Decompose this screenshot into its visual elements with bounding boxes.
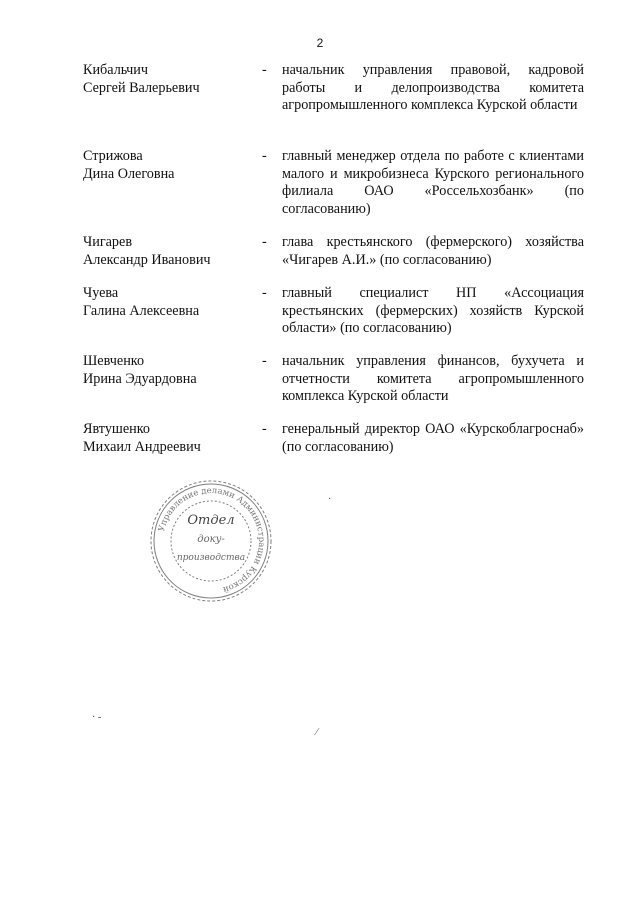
stamp-center-line-3: производства: [176, 553, 246, 563]
separator-dash: -: [262, 285, 267, 301]
member-role: главный специалист НП «Ассоциация крестьянских (фермерских) хозяйств Курской области» (по согласованию): [282, 285, 584, 336]
member-surname: Чигарев: [83, 234, 133, 250]
member-role: генеральный директор ОАО «Курскоблагроснаб» (по согласованию): [282, 421, 584, 455]
member-surname: Чуева: [83, 285, 119, 301]
member-name: [83, 148, 253, 183]
member-given-names: Сергей Валерьевич: [83, 79, 200, 96]
member-surname: Стрижова: [83, 148, 143, 164]
page-number: 2: [316, 36, 324, 50]
member-name: [83, 285, 253, 320]
member-role: глава крестьянского (фермерского) хозяйства «Чигарев А.И.» (по согласованию): [282, 234, 584, 268]
member-role: начальник управления финансов, бухучета и отчетности комитета агропромышленного комплекса Курской области: [282, 353, 584, 404]
member-name: [83, 62, 253, 97]
member-given-names: Дина Олеговна: [83, 165, 175, 182]
scan-speck: · -: [92, 712, 102, 723]
scan-speck: ⁄: [316, 727, 318, 738]
stamp-center-line-2: доку-: [197, 534, 225, 545]
member-name: [83, 421, 253, 456]
member-given-names: Александр Иванович: [83, 251, 211, 268]
member-surname: Кибальчич: [83, 62, 149, 78]
member-role: начальник управления правовой, кадровой работы и делопроизводства комитета агропромышленного комплекса Курской области: [282, 62, 584, 113]
member-given-names: Ирина Эдуардовна: [83, 370, 197, 387]
separator-dash: -: [262, 62, 267, 78]
office-stamp: [146, 476, 276, 606]
member-surname: Явтушенко: [83, 421, 150, 437]
member-given-names: Михаил Андреевич: [83, 438, 201, 455]
separator-dash: -: [262, 148, 267, 164]
member-name: [83, 353, 253, 388]
separator-dash: -: [262, 234, 267, 250]
stamp-center-line-1: Отдел: [187, 513, 235, 528]
member-given-names: Галина Алексеевна: [83, 302, 200, 319]
member-role: главный менеджер отдела по работе с клиентами малого и микробизнеса Курского регионального филиала ОАО «Россельхозбанк» (по согласованию): [282, 148, 584, 217]
scan-speck: ·: [328, 494, 332, 505]
member-name: [83, 234, 253, 269]
stamp-ring-text: Управление делами Администрации Курской: [156, 485, 267, 595]
member-surname: Шевченко: [83, 353, 145, 369]
separator-dash: -: [262, 421, 267, 437]
separator-dash: -: [262, 353, 267, 369]
